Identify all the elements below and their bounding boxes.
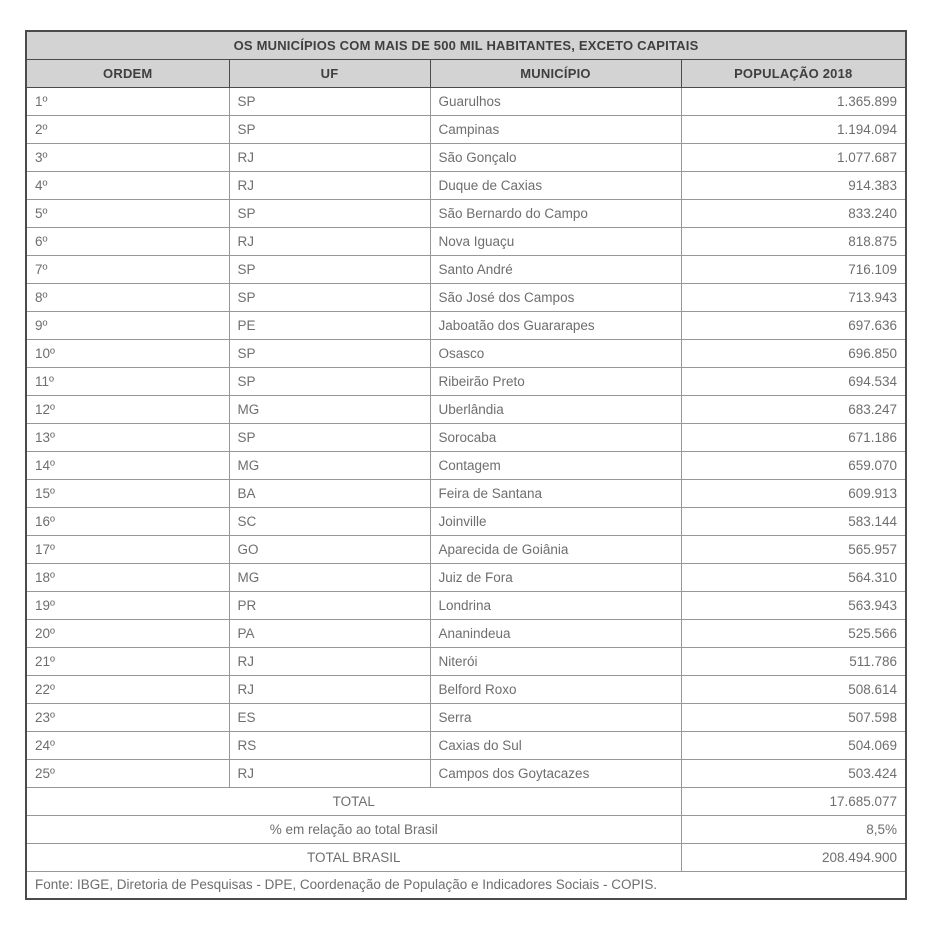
- cell-ordem: 1º: [26, 87, 229, 115]
- table-row: [26, 451, 906, 479]
- cell-uf: RJ: [229, 759, 430, 787]
- cell-populacao: 659.070: [681, 451, 906, 479]
- cell-populacao: 583.144: [681, 507, 906, 535]
- total-brasil-row: [26, 843, 906, 871]
- table-row: [26, 339, 906, 367]
- cell-ordem: 2º: [26, 115, 229, 143]
- cell-uf: MG: [229, 563, 430, 591]
- cell-municipio: São José dos Campos: [430, 283, 681, 311]
- table-row: [26, 115, 906, 143]
- cell-uf: SC: [229, 507, 430, 535]
- cell-municipio: Contagem: [430, 451, 681, 479]
- cell-municipio: Santo André: [430, 255, 681, 283]
- cell-populacao: 503.424: [681, 759, 906, 787]
- cell-ordem: 4º: [26, 171, 229, 199]
- cell-ordem: 24º: [26, 731, 229, 759]
- table-row: [26, 143, 906, 171]
- cell-populacao: 1.194.094: [681, 115, 906, 143]
- cell-ordem: 23º: [26, 703, 229, 731]
- table-row: [26, 171, 906, 199]
- cell-populacao: 525.566: [681, 619, 906, 647]
- cell-municipio: Campos dos Goytacazes: [430, 759, 681, 787]
- table-row: [26, 479, 906, 507]
- cell-uf: MG: [229, 451, 430, 479]
- cell-municipio: São Gonçalo: [430, 143, 681, 171]
- cell-uf: BA: [229, 479, 430, 507]
- cell-municipio: Feira de Santana: [430, 479, 681, 507]
- cell-municipio: Guarulhos: [430, 87, 681, 115]
- cell-ordem: 20º: [26, 619, 229, 647]
- table-row: [26, 395, 906, 423]
- cell-municipio: Campinas: [430, 115, 681, 143]
- total-value: 17.685.077: [681, 787, 906, 815]
- source-row: [26, 871, 906, 899]
- cell-uf: SP: [229, 423, 430, 451]
- cell-uf: RJ: [229, 143, 430, 171]
- cell-populacao: 818.875: [681, 227, 906, 255]
- title-row: [26, 31, 906, 59]
- total-label: TOTAL: [26, 787, 681, 815]
- cell-uf: SP: [229, 283, 430, 311]
- cell-populacao: 671.186: [681, 423, 906, 451]
- cell-populacao: 1.365.899: [681, 87, 906, 115]
- cell-uf: GO: [229, 535, 430, 563]
- cell-populacao: 507.598: [681, 703, 906, 731]
- cell-uf: PA: [229, 619, 430, 647]
- cell-populacao: 565.957: [681, 535, 906, 563]
- cell-uf: PR: [229, 591, 430, 619]
- cell-populacao: 713.943: [681, 283, 906, 311]
- cell-uf: RJ: [229, 675, 430, 703]
- cell-municipio: Ribeirão Preto: [430, 367, 681, 395]
- cell-uf: SP: [229, 199, 430, 227]
- cell-ordem: 21º: [26, 647, 229, 675]
- cell-populacao: 683.247: [681, 395, 906, 423]
- table-row: [26, 619, 906, 647]
- table-row: [26, 591, 906, 619]
- table-row: [26, 563, 906, 591]
- table-row: [26, 367, 906, 395]
- cell-populacao: 508.614: [681, 675, 906, 703]
- cell-municipio: Aparecida de Goiânia: [430, 535, 681, 563]
- cell-ordem: 10º: [26, 339, 229, 367]
- cell-ordem: 22º: [26, 675, 229, 703]
- table-head: [26, 31, 906, 87]
- cell-uf: SP: [229, 367, 430, 395]
- cell-ordem: 12º: [26, 395, 229, 423]
- cell-uf: MG: [229, 395, 430, 423]
- table-row: [26, 283, 906, 311]
- table-foot: [26, 787, 906, 899]
- cell-ordem: 7º: [26, 255, 229, 283]
- cell-ordem: 25º: [26, 759, 229, 787]
- cell-uf: PE: [229, 311, 430, 339]
- cell-populacao: 563.943: [681, 591, 906, 619]
- table-row: [26, 255, 906, 283]
- cell-ordem: 15º: [26, 479, 229, 507]
- table-row: [26, 675, 906, 703]
- cell-municipio: Sorocaba: [430, 423, 681, 451]
- municipalities-table: [25, 30, 907, 900]
- cell-ordem: 11º: [26, 367, 229, 395]
- cell-ordem: 3º: [26, 143, 229, 171]
- cell-uf: SP: [229, 339, 430, 367]
- table-row: [26, 199, 906, 227]
- cell-uf: RS: [229, 731, 430, 759]
- cell-municipio: São Bernardo do Campo: [430, 199, 681, 227]
- cell-ordem: 13º: [26, 423, 229, 451]
- col-header-municipio: MUNICÍPIO: [430, 59, 681, 87]
- cell-ordem: 17º: [26, 535, 229, 563]
- cell-uf: SP: [229, 255, 430, 283]
- table-body: [26, 87, 906, 787]
- cell-uf: SP: [229, 87, 430, 115]
- table-row: [26, 227, 906, 255]
- cell-ordem: 16º: [26, 507, 229, 535]
- cell-populacao: 511.786: [681, 647, 906, 675]
- cell-populacao: 1.077.687: [681, 143, 906, 171]
- cell-uf: RJ: [229, 647, 430, 675]
- table-row: [26, 535, 906, 563]
- cell-ordem: 8º: [26, 283, 229, 311]
- cell-municipio: Duque de Caxias: [430, 171, 681, 199]
- cell-uf: RJ: [229, 171, 430, 199]
- cell-municipio: Nova Iguaçu: [430, 227, 681, 255]
- cell-municipio: Joinville: [430, 507, 681, 535]
- cell-municipio: Juiz de Fora: [430, 563, 681, 591]
- table-row: [26, 647, 906, 675]
- cell-municipio: Belford Roxo: [430, 675, 681, 703]
- col-header-uf: UF: [229, 59, 430, 87]
- total-brasil-label: TOTAL BRASIL: [26, 843, 681, 871]
- cell-populacao: 833.240: [681, 199, 906, 227]
- percent-row: [26, 815, 906, 843]
- column-header-row: [26, 59, 906, 87]
- cell-ordem: 9º: [26, 311, 229, 339]
- cell-municipio: Caxias do Sul: [430, 731, 681, 759]
- cell-ordem: 14º: [26, 451, 229, 479]
- percent-label: % em relação ao total Brasil: [26, 815, 681, 843]
- cell-ordem: 19º: [26, 591, 229, 619]
- cell-populacao: 609.913: [681, 479, 906, 507]
- cell-municipio: Niterói: [430, 647, 681, 675]
- col-header-ordem: ORDEM: [26, 59, 229, 87]
- cell-uf: RJ: [229, 227, 430, 255]
- total-row: [26, 787, 906, 815]
- cell-populacao: 914.383: [681, 171, 906, 199]
- cell-uf: SP: [229, 115, 430, 143]
- table-row: [26, 311, 906, 339]
- cell-uf: ES: [229, 703, 430, 731]
- source-note: Fonte: IBGE, Diretoria de Pesquisas - DPE, Coordenação de População e Indicadores Sociais - COPIS.: [26, 871, 906, 899]
- total-brasil-value: 208.494.900: [681, 843, 906, 871]
- col-header-populacao: POPULAÇÃO 2018: [681, 59, 906, 87]
- table-row: [26, 759, 906, 787]
- table-row: [26, 423, 906, 451]
- table-title: OS MUNICÍPIOS COM MAIS DE 500 MIL HABITANTES, EXCETO CAPITAIS: [26, 31, 906, 59]
- table-row: [26, 703, 906, 731]
- percent-value: 8,5%: [681, 815, 906, 843]
- cell-ordem: 5º: [26, 199, 229, 227]
- cell-ordem: 6º: [26, 227, 229, 255]
- cell-ordem: 18º: [26, 563, 229, 591]
- cell-populacao: 697.636: [681, 311, 906, 339]
- cell-municipio: Londrina: [430, 591, 681, 619]
- table-row: [26, 731, 906, 759]
- cell-municipio: Uberlândia: [430, 395, 681, 423]
- table-row: [26, 507, 906, 535]
- cell-populacao: 564.310: [681, 563, 906, 591]
- cell-populacao: 696.850: [681, 339, 906, 367]
- cell-populacao: 716.109: [681, 255, 906, 283]
- cell-municipio: Ananindeua: [430, 619, 681, 647]
- cell-populacao: 504.069: [681, 731, 906, 759]
- cell-municipio: Serra: [430, 703, 681, 731]
- cell-municipio: Osasco: [430, 339, 681, 367]
- table-row: [26, 87, 906, 115]
- cell-populacao: 694.534: [681, 367, 906, 395]
- cell-municipio: Jaboatão dos Guararapes: [430, 311, 681, 339]
